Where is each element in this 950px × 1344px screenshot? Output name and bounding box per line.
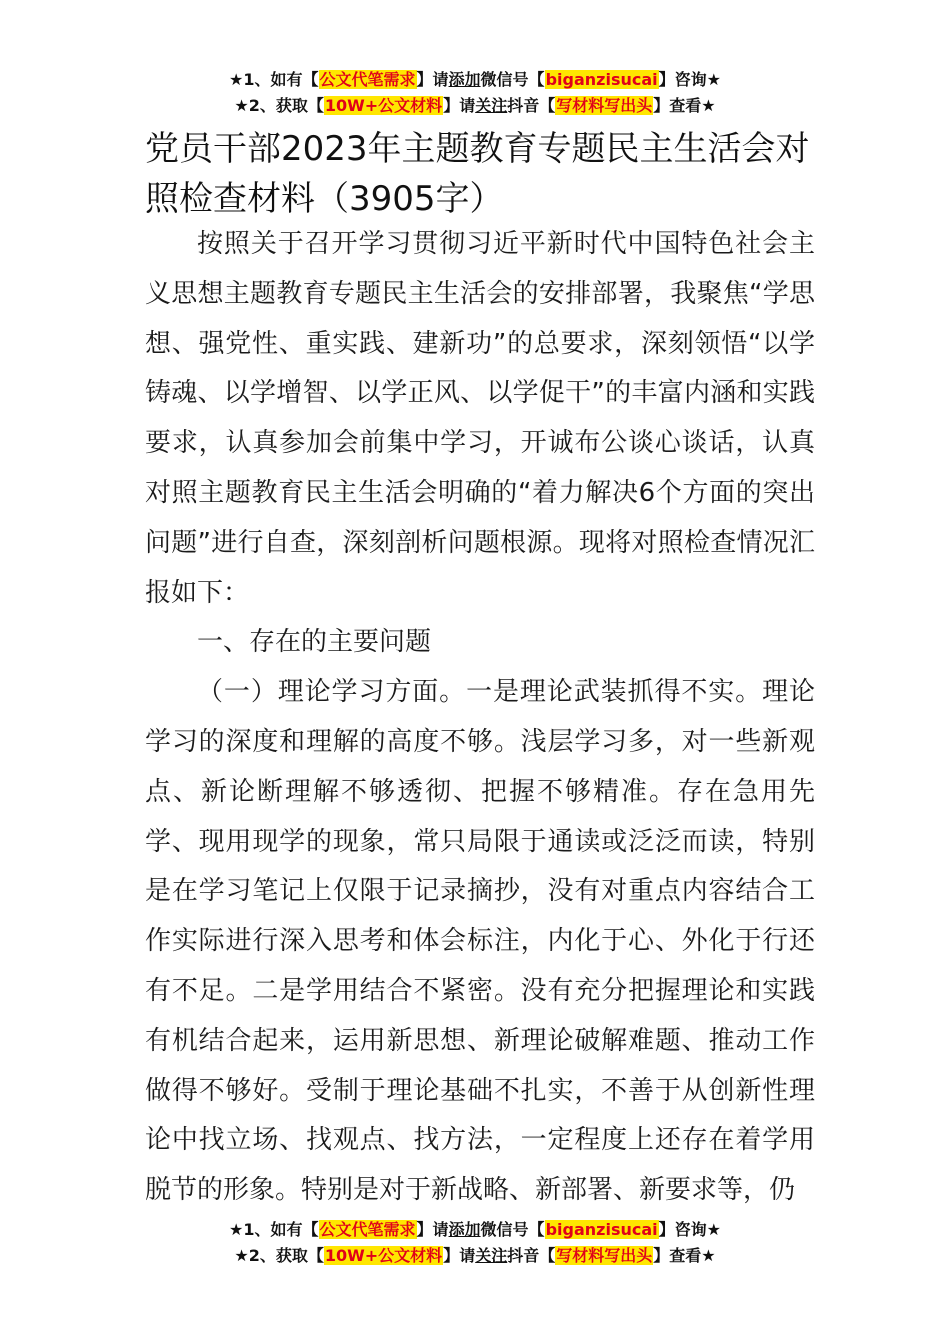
promo-banner-top [0, 68, 950, 120]
promo-underline: 关注 [475, 96, 508, 115]
promo-line-2 [0, 1244, 950, 1270]
promo-text: 】咨询★ [658, 70, 721, 89]
promo-text: 】请 [443, 1246, 476, 1265]
promo-text: 】咨询★ [658, 1220, 721, 1239]
promo-highlight: 10W+公文材料 [324, 1246, 443, 1265]
promo-text: 】请 [416, 70, 449, 89]
promo-highlight: 公文代笔需求 [319, 1220, 416, 1239]
promo-text: ★1、如有【 [229, 70, 319, 89]
promo-douyin-id: 写材料写出头 [556, 1246, 653, 1265]
promo-highlight: 公文代笔需求 [319, 70, 416, 89]
promo-banner-bottom [0, 1218, 950, 1270]
promo-text: ★2、获取【 [234, 1246, 324, 1265]
document-body [145, 220, 815, 1216]
promo-wechat-id: biganzisucai [545, 1220, 658, 1239]
promo-wechat-id: biganzisucai [545, 70, 658, 89]
promo-text: 抖音【 [507, 96, 556, 115]
intro-paragraph: 按照关于召开学习贯彻习近平新时代中国特色社会主义思想主题教育专题民主生活会的安排部署，我聚焦“学思想、强党性、重实践、建新功”的总要求，深刻领悟“以学铸魂、以学增智、以学正风、以学促干”的丰富内涵和实践要求，认真参加会前集中学习，开诚布公谈心谈话，认真对照主题教育民主生活会明确的“着力解决6个方面的突出问题”进行自查，深刻剖析问题根源。现将对照检查情况汇报如下： [145, 229, 815, 608]
body-paragraph: （一）理论学习方面。一是理论武装抓得不实。理论学习的深度和理解的高度不够。浅层学习多，对一些新观点、新论断理解不够透彻、把握不够精准。存在急用先学、现用现学的现象，常只局限于通读或泛泛而读，特别是在学习笔记上仅限于记录摘抄，没有对重点内容结合工作实际进行深入思考和体会标注，内化于心、外化于行还有不足。二是学用结合不紧密。没有充分把握理论和实践有机结合起来，运用新思想、新理论破解难题、推动工作做得不够好。受制于理论基础不扎实，不善于从创新性理论中找立场、找观点、找方法，一定程度上还存在着学用脱节的形象。特别是对于新战略、新部署、新要求等，仍 [145, 677, 815, 1206]
promo-douyin-id: 写材料写出头 [556, 96, 653, 115]
promo-text: 微信号【 [480, 1220, 545, 1239]
promo-text: 】查看★ [653, 1246, 716, 1265]
promo-text: 】请 [443, 96, 476, 115]
promo-text: 微信号【 [480, 70, 545, 89]
promo-underline: 关注 [475, 1246, 508, 1265]
promo-underline: 添加 [448, 1220, 481, 1239]
promo-line-2 [0, 94, 950, 120]
section-heading: 一、存在的主要问题 [197, 627, 432, 658]
document-title: 党员干部2023年主题教育专题民主生活会对照检查材料（3905字） [145, 129, 810, 219]
promo-line-1 [0, 68, 950, 94]
promo-text: ★2、获取【 [234, 96, 324, 115]
promo-text: 】请 [416, 1220, 449, 1239]
promo-text: ★1、如有【 [229, 1220, 319, 1239]
promo-highlight: 10W+公文材料 [324, 96, 443, 115]
promo-line-1 [0, 1218, 950, 1244]
promo-text: 抖音【 [507, 1246, 556, 1265]
promo-underline: 添加 [448, 70, 481, 89]
promo-text: 】查看★ [653, 96, 716, 115]
